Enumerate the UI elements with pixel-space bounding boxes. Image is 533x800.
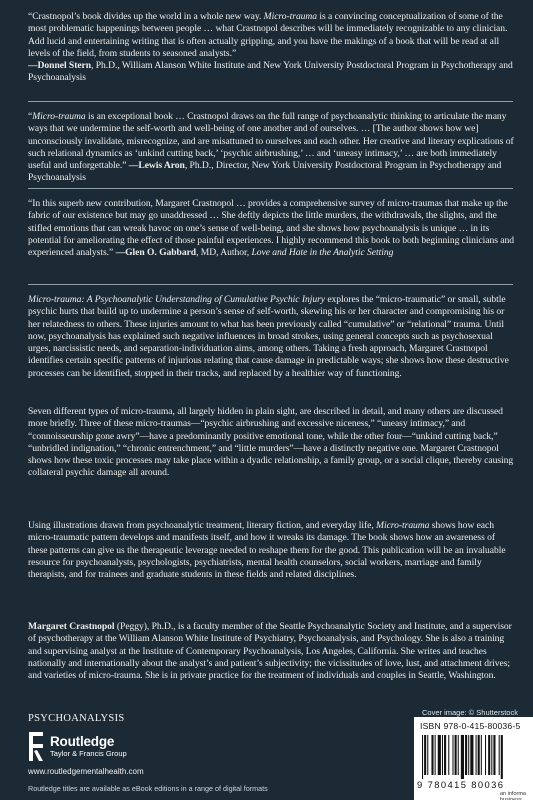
endorsement-aron: [28, 111, 515, 185]
barcode-bar: [491, 735, 492, 775]
barcode-bar: [452, 735, 453, 775]
barcode-icon: [420, 735, 526, 779]
endorsement-affiliation: , Ph.D., Director, New York University Postdoctoral Program in Psychotherapy and Psychoanalysis: [28, 160, 502, 184]
barcode-bar: [427, 735, 428, 775]
barcode-bar: [458, 735, 459, 775]
book-title-italic: Micro-trauma: [32, 111, 86, 122]
cover-image-credit: Cover image: © Shutterstock: [422, 708, 518, 717]
barcode-bar: [438, 735, 441, 775]
quote-open: “Crastnopol’s book divides up the world in a whole new way.: [28, 11, 264, 22]
author-name: Margaret Crastnopol: [28, 621, 115, 632]
barcode-bar: [499, 735, 500, 775]
barcode-bar: [493, 735, 495, 775]
description-paragraph-2: Seven different types of micro-trauma, all largely hidden in plain sight, are described in detail, and many others are discussed more briefly. Three of these micro-traumas—“psychic airbrushing and excessive niceness,” “uneasy intimacy,” and “connoisseurship gone awry”—have a predominantly positive emotional tone, while the other four—“unkind cutting back,” “unbridled indignation,” “chronic entrenchment,” and “little murders”—have a distinctly negative one. Margaret Crastnopol shows how these toxic processes may take place within a dyadic relationship, a family group, or a social clique, thereby causing collateral psychic damage all around.: [28, 406, 514, 479]
barcode-digits: 9 780415 80036: [417, 779, 505, 790]
book-title-italic: Micro-trauma: [263, 11, 318, 22]
barcode-bar: [470, 735, 473, 775]
subject-category: PSYCHOANALYSIS: [28, 713, 125, 724]
description-text: shows how each micro-traumatic pattern develops and manifests itself, and how it wreaks its damage. The book shows how an awareness of these patterns can give us the therapeutic leverage needed to reshape them for the good. This publication will be an invaluable resource for psychoanalysts, psychologists, psychiatrists, mental health counselors, social workers, marriage and family therapists, and for trainees and graduate students in these fields and related disciplines.: [28, 520, 506, 581]
barcode-bar: [476, 735, 477, 775]
endorsement-author: —Donnel Stern: [28, 60, 92, 72]
barcode-bar: [481, 735, 482, 775]
endorsement-text: is a convincing conceptualization of some of the most problematic happenings between people … what Crastnopol describes will be immediately recognizable to any clinician. Add lucid and entertaining writing that is often actually gripping, and you have the makings of a book that will be read at all levels of the field, from students to seasoned analysts.”: [28, 11, 508, 59]
barcode-bar: [461, 735, 464, 779]
endorsement-author: —Glen O. Gabbard: [115, 247, 197, 259]
barcode-bar: [448, 735, 449, 775]
author-bio-text: (Peggy), Ph.D., is a faculty member of the Seattle Psychoanalytic Society and Institute, and a supervisor of psychotherapy at the William Alanson White Institute of Psychiatry, Psychoanalysis, and Psychology. She is also a training and supervising analyst at the Institute of Contemporary Psychoanalysis, Los Angeles, California. She writes and teaches nationally and internationally about the analyst’s and patient’s subjectivity; the vicissitudes of love, lust, and attachment drives; and varieties of micro-trauma. She is in private practice for the treatment of individuals and couples in Seattle, Washington.: [28, 621, 512, 682]
endorsement-gabbard: [28, 198, 515, 259]
publisher-logo: [28, 730, 127, 762]
ebook-note: Routledge titles are available as eBook editions in a range of digital formats: [28, 784, 268, 793]
barcode-bar: [442, 735, 443, 775]
barcode-bar: [478, 735, 480, 775]
barcode-panel: [414, 717, 533, 800]
informa-imprint: an informa business: [500, 791, 526, 800]
divider: [28, 284, 513, 285]
barcode-bar: [485, 735, 486, 775]
description-paragraph-3: [28, 520, 515, 581]
barcode-bar: [468, 735, 469, 775]
book-full-title: Micro-trauma: A Psychoanalytic Understanding of Cumulative Psychic Injury: [28, 294, 325, 305]
barcode-bar: [431, 735, 433, 775]
divider: [28, 188, 513, 189]
author-bio: [28, 621, 515, 682]
endorsement-text: “In this superb new contribution, Margaret Crastnopol … provides a comprehensive survey of micro-traumas that make up the fabric of our existence but may go unaddressed … She deftly depicts the little murders, the withdrawals, the slights, and the stifled emotions that can wreak havoc on one’s sense of well-being, and she shows how psychoanalysis is unique … in its potential for ameliorating the effect of those painful experiences. I highly recommend this book to both beginning clinicians and experienced analysts.”: [28, 198, 514, 259]
barcode-bar: [435, 735, 436, 775]
barcode-bar: [488, 735, 490, 775]
isbn-label: ISBN 978-0-415-80036-5: [420, 721, 521, 731]
divider: [28, 101, 513, 102]
barcode-bar: [424, 735, 426, 775]
endorsement-author: —Lewis Aron: [128, 160, 185, 172]
barcode-bar: [455, 735, 457, 775]
barcode-bar: [444, 735, 446, 775]
routledge-r-icon: [28, 731, 44, 762]
endorsement-affiliation: , Ph.D., William Alanson White Institute and New York University Postdoctoral Program in Psychotherapy and Psychoanalysis: [28, 60, 513, 84]
description-text: Using illustrations drawn from psychoanalytic treatment, literary fiction, and everyday life,: [28, 520, 377, 531]
publisher-url[interactable]: www.routledgementalhealth.com: [28, 767, 144, 776]
description-paragraph-1: [28, 294, 515, 380]
endorsement-stern: [28, 11, 515, 85]
endorsement-text: is an exceptional book … Crastnopol draws on the full range of psychoanalytic thinking to articulate the many ways that we undermine the self-worth and well-being of one another and of ourselves. … [The author shows how we] unconsciously invalidate, misrecognize, and are misattuned to ourselves and each other. Her creative and literary explications of such relational dynamics as ‘unkind cutting back,’ ‘psychic airbrushing,’ … and ‘uneasy intimacy,’ … are both immediately useful and unforgettable.”: [28, 111, 514, 172]
barcode-bar: [465, 735, 467, 775]
publisher-name: Routledge: [50, 733, 115, 749]
publisher-group: Taylor & Francis Group: [50, 748, 127, 758]
quote-open: “: [28, 111, 33, 122]
endorsement-affiliation: , MD, Author,: [196, 247, 252, 259]
endorsement-book-title: Love and Hate in the Analytic Setting: [251, 247, 394, 259]
barcode-bar: [422, 735, 423, 779]
description-text: explores the “micro-traumatic” or small, subtle psychic hurts that build up to undermine a person’s sense of self-worth, skewing his or her character and compromising his or her relatedness to others. These injuries amount to what has been previously called “cumulative” or “relational” trauma. Until now, psychoanalysis has explained such negative influences in broad strokes, using general concepts such as psychosexual urges, narcissistic needs, and separation-individuation aims, among others. Taking a fresh approach, Margaret Crastnopol identifies certain specific patterns of injurious relating that cause damage in predictable ways; she shows how these destructive processes can be identified, stopped in their tracks, and replaced by a healthier way of functioning.: [28, 294, 509, 379]
barcode-bar: [501, 735, 503, 779]
book-title-italic: Micro-trauma: [376, 520, 430, 531]
